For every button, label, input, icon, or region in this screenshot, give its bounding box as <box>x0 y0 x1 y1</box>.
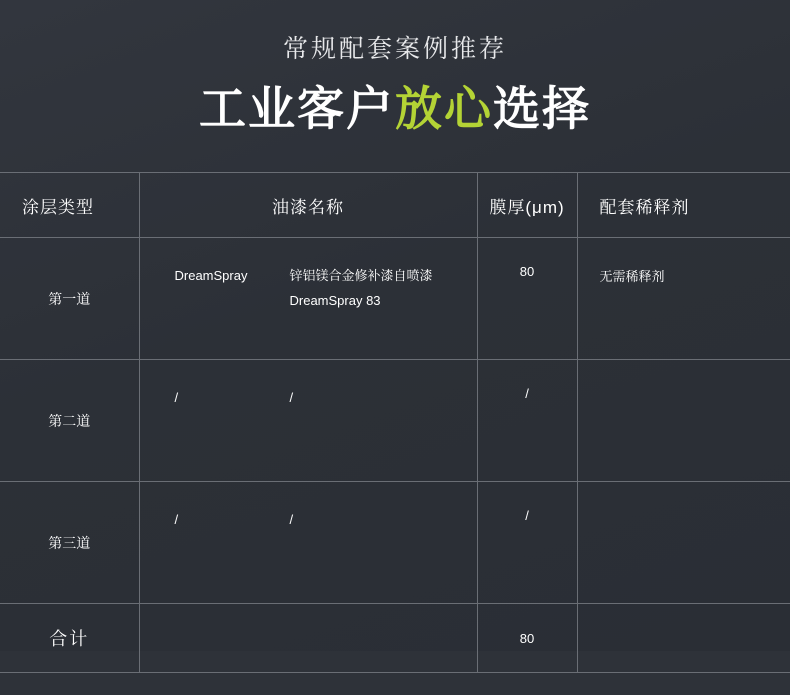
paint-brand: / <box>174 390 179 406</box>
cell-film-thickness: / <box>477 482 577 604</box>
page-title-highlight: 放心 <box>395 82 493 135</box>
paint-product-line1: / <box>289 390 294 406</box>
cell-thinner <box>577 360 790 482</box>
page-subtitle: 常规配套案例推荐 <box>282 35 507 63</box>
cell-coating-type: 第三道 <box>0 482 139 604</box>
cell-paint-name <box>139 238 477 360</box>
cell-paint-name <box>139 482 477 604</box>
spec-table-wrapper <box>0 172 790 673</box>
cell-film-thickness: / <box>477 360 577 482</box>
cell-film-thickness: 80 <box>477 238 577 360</box>
paint-product <box>290 264 477 313</box>
table-row <box>0 360 790 482</box>
total-thinner <box>577 604 790 673</box>
cell-coating-type: 第一道 <box>0 238 139 360</box>
paint-name-group <box>140 360 477 481</box>
table-row <box>0 238 790 360</box>
paint-brand: DreamSpray <box>174 268 248 284</box>
cell-paint-name <box>139 360 477 482</box>
paint-brand: / <box>174 512 179 528</box>
table-total-row <box>0 604 790 673</box>
table-header-row <box>0 173 790 238</box>
cell-coating-type: 第二道 <box>0 360 139 482</box>
paint-product-line1: 锌铝镁合金修补漆自喷漆 <box>289 268 433 284</box>
column-header-film-thickness: 膜厚(μm) <box>477 173 577 238</box>
total-label: 合计 <box>0 604 139 673</box>
bottom-spacer <box>0 673 790 695</box>
paint-name-group <box>140 482 477 603</box>
paint-product <box>290 508 477 533</box>
spec-table <box>0 173 790 672</box>
column-header-thinner: 配套稀释剂 <box>577 173 790 238</box>
page-title <box>0 82 790 136</box>
total-film-thickness: 80 <box>477 604 577 673</box>
total-paint <box>139 604 477 673</box>
paint-product-line2: DreamSpray 83 <box>289 292 381 308</box>
page-header <box>0 0 790 136</box>
cell-thinner <box>577 482 790 604</box>
page-title-post: 选择 <box>493 82 591 135</box>
column-header-paint-name: 油漆名称 <box>139 173 477 238</box>
paint-product-line1: / <box>289 512 294 528</box>
page-title-pre: 工业客户 <box>199 82 395 135</box>
table-row <box>0 482 790 604</box>
paint-name-group <box>140 238 477 359</box>
paint-product <box>290 386 477 411</box>
column-header-coating-type: 涂层类型 <box>0 173 139 238</box>
cell-thinner: 无需稀释剂 <box>577 238 790 360</box>
